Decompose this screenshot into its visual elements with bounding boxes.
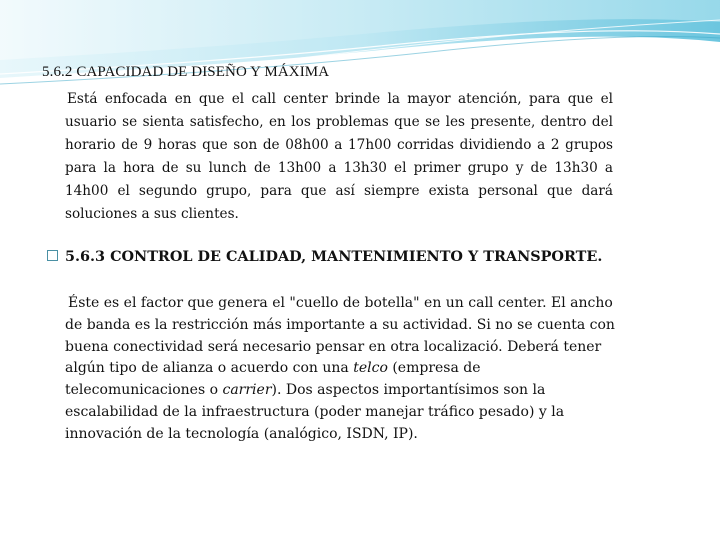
term-carrier: carrier	[222, 382, 272, 399]
square-bullet-icon	[47, 250, 58, 261]
term-telco: telco	[353, 360, 388, 377]
capacidad-text: Está enfocada en que el call center brinde la mayor atención, para que el usuario se sienta satisfecho, en los problemas que se les presente, dentro del horario de 9 horas que son de 08h00 a 17h00 corridas dividiendo a 2 grupos para la hora de su lunch de 13h00 a 13h30 el primer grupo y de 13h30 a 14h00 el segundo grupo, para que así siempre exista personal que dará soluciones a sus clientes.	[65, 91, 613, 222]
section-title-control-calidad: 5.6.3 CONTROL DE CALIDAD, MANTENIMIENTO Y TRANSPORTE.	[65, 248, 603, 265]
section-title-capacidad: 5.6.2 CAPACIDAD DE DISEÑO Y MÁXIMA	[42, 64, 330, 80]
para2-part1: Éste es el factor que genera el "cuello de botella" en un call center. El ancho de banda es la restricción más importante a su actividad. Si no se cuenta con buena conectividad será necesario pensar en otra localizació. Deberá tener algún tipo de alianza o acuerdo con una	[65, 295, 615, 377]
para2-part2: (empresa de telecomunicaciones o	[65, 360, 481, 399]
control-calidad-paragraph	[65, 293, 625, 446]
capacidad-paragraph	[65, 88, 613, 226]
para2-part3: ). Dos aspectos importantísimos son la escalabilidad de la infraestructura (poder manejar tráfico pesado) y la innovación de la tecnología (analógico, ISDN, IP).	[65, 382, 565, 442]
